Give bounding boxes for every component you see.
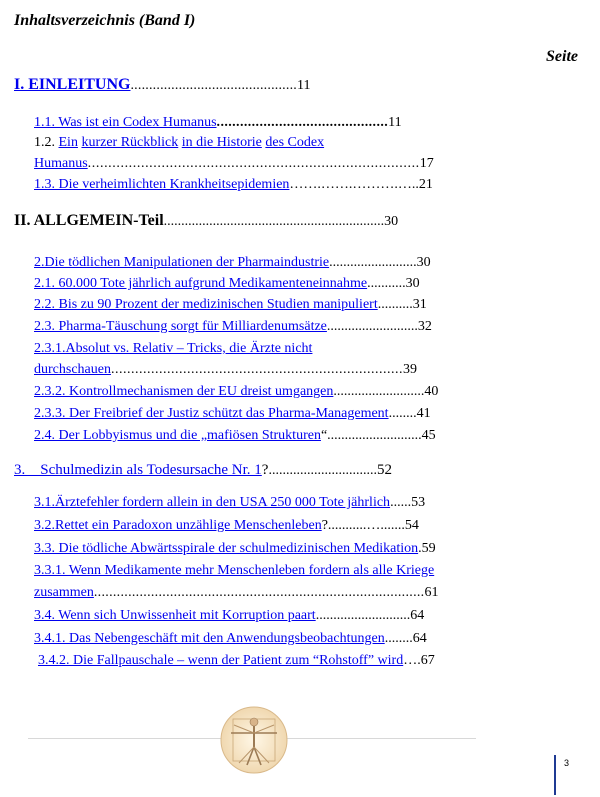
toc-entry[interactable]: zusammen.......................................................................................61 — [34, 585, 439, 600]
page-number: 3 — [564, 758, 570, 768]
toc-entry[interactable]: durchschauen.........................................................................39 — [34, 362, 417, 377]
toc-entry[interactable]: 2.2. Bis zu 90 Prozent der medizinischen Studien manipuliert..........31 — [34, 297, 427, 312]
toc-entry[interactable]: 1.2. Ein kurzer Rückblick in die Historie des Codex — [34, 135, 325, 150]
toc-entry[interactable]: 3.4.2. Die Fallpauschale – wenn der Patient zum “Rohstoff” wird….67 — [38, 653, 435, 668]
toc-entry[interactable]: 3.4.1. Das Nebengeschäft mit den Anwendungsbeobachtungen........64 — [34, 631, 427, 646]
toc-entry[interactable]: 3.3.1. Wenn Medikamente mehr Menschenleben fordern als alle Kriege — [34, 563, 435, 578]
toc-section-allgemein[interactable]: II. ALLGEMEIN-Teil...............................................................30 — [14, 212, 399, 229]
toc-entry[interactable]: 1.3. Die verheimlichten Krankheitsepidemien…….…….……….…..21 — [34, 177, 433, 192]
toc-entry[interactable]: Humanus.................................................................................17 — [34, 156, 434, 171]
toc-entry[interactable]: 2.3.3. Der Freibrief der Justiz schützt das Pharma-Management........41 — [34, 406, 431, 421]
toc-title: Inhaltsverzeichnis (Band I) — [14, 12, 196, 29]
toc-entry[interactable]: 2.3.1.Absolut vs. Relativ – Tricks, die Ärzte nicht — [34, 341, 313, 356]
toc-entry[interactable]: 3.2.Rettet ein Paradoxon unzählige Menschenleben?...........….......54 — [34, 518, 419, 533]
toc-entry[interactable]: 1.1. Was ist ein Codex Humanus............................................11 — [34, 115, 402, 130]
section-link[interactable]: I. EINLEITUNG — [14, 76, 131, 93]
toc-entry[interactable]: 2.3.2. Kontrollmechanismen der EU dreist umgangen..........................40 — [34, 384, 439, 399]
toc-section-schulmedizin[interactable]: 3. Schulmedizin als Todesursache Nr. 1?...............................52 — [14, 462, 392, 478]
toc-entry[interactable]: 2.3. Pharma-Täuschung sorgt für Milliardenumsätze..........................32 — [34, 319, 432, 334]
toc-section-einleitung[interactable]: I. EINLEITUNG.............................................11 — [14, 76, 311, 93]
toc-entry[interactable]: 3.1.Ärztefehler fordern allein in den USA 250 000 Tote jährlich......53 — [34, 495, 426, 510]
vitruvian-man-icon — [219, 705, 289, 775]
toc-entry[interactable]: 3.4. Wenn sich Unwissenheit mit Korruption paart...........................64 — [34, 608, 425, 623]
toc-entry[interactable]: 2.Die tödlichen Manipulationen der Pharmaindustrie.........................30 — [34, 255, 431, 270]
toc-entry[interactable]: 2.4. Der Lobbyismus und die „mafiösen Strukturen“...........................45 — [34, 428, 436, 443]
toc-entry[interactable]: 2.1. 60.000 Tote jährlich aufgrund Medikamenteneinnahme...........30 — [34, 276, 420, 291]
toc-entry[interactable]: 3.3. Die tödliche Abwärtsspirale der schulmedizinischen Medikation.59 — [34, 541, 436, 556]
page-number-bar — [554, 755, 556, 795]
seite-label: Seite — [546, 48, 578, 65]
